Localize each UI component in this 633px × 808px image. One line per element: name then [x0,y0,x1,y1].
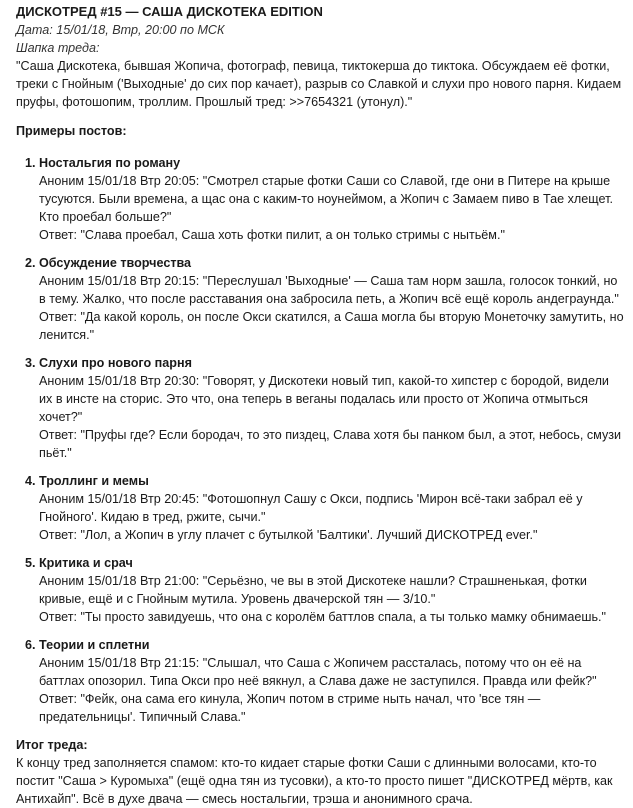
post-reply: Ответ: "Лол, а Жопич в углу плачет с бутылкой 'Балтики'. Лучший ДИСКОТРЕД ever." [39,528,538,542]
post-body: Аноним 15/01/18 Втр 20:30: "Говорят, у Дискотеки новый тип, какой-то хипстер с бородой, видели их в инсте на сторис. Это что, она теперь в веганы подалась или просто от Жопича отмыться хочет?" [39,374,609,424]
post-body: Аноним 15/01/18 Втр 21:00: "Серьёзно, че вы в этой Дискотеке нашли? Страшненькая, фотки кривые, ещё и с Гнойным мутила. Уровень двачерской тян — 3/10." [39,574,587,606]
posts-list [16,154,625,726]
post-title: Критика и срач [39,556,133,570]
post-reply: Ответ: "Фейк, она сама его кинула, Жопич потом в стриме ныть начал, что 'все тян — предательницы'. Типичный Слава." [39,692,541,724]
post-heading [16,472,625,490]
thread-cap-text: "Саша Дискотека, бывшая Жопича, фотограф, певица, тиктокерша до тиктока. Обсуждаем её фотки, треки с Гнойным ('Выходные' до сих пор качает), разрыв со Славкой и слухи про нового парня. Кидаем пруфы, фотошопим, троллим. Прошлый тред: >>7654321 (утонул)." [16,59,622,109]
post-number: 4. [25,474,36,488]
post-reply: Ответ: "Да какой король, он после Окси скатился, а Саша могла бы вторую Монеточку замутить, но ленится." [39,310,624,342]
post-title: Теории и сплетни [39,638,150,652]
post-body: Аноним 15/01/18 Втр 21:15: "Слышал, что Саша с Жопичем рассталась, потому что он её на баттлах опозорил. Типа Окси про неё вякнул, а Слава даже не заступился. Правда или фейк?" [39,656,597,688]
post-number: 2. [25,256,36,270]
thread-cap-label: Шапка треда: [16,41,100,55]
post-reply: Ответ: "Слава проебал, Саша хоть фотки пилит, а он только стримы с нытьём." [39,228,505,242]
post-heading [16,254,625,272]
post-item [16,636,625,726]
thread-date: Дата: 15/01/18, Втр, 20:00 по МСК [16,23,225,37]
post-heading [16,554,625,572]
post-heading [16,154,625,172]
post-title: Ностальгия по роману [39,156,181,170]
post-number: 5. [25,556,36,570]
post-reply: Ответ: "Ты просто завидуешь, что она с королём баттлов спала, а ты только мамку обнимаешь." [39,610,606,624]
examples-heading: Примеры постов: [16,124,127,138]
post-body: Аноним 15/01/18 Втр 20:05: "Смотрел старые фотки Саши со Славой, где они в Питере на крыше тусуются. Были времена, а щас она с каким-то ноунеймом, а Жопич с Замаем пиво в Тае хлещет. Кто проебал больше?" [39,174,613,224]
post-body: Аноним 15/01/18 Втр 20:45: "Фотошопнул Сашу с Окси, подпись 'Мирон всё-таки забрал её у Гнойного'. Кидаю в тред, ржите, сычи." [39,492,583,524]
post-title: Обсуждение творчества [39,256,192,270]
post-heading [16,354,625,372]
post-number: 6. [25,638,36,652]
post-body: Аноним 15/01/18 Втр 20:15: "Переслушал 'Выходные' — Саша там норм зашла, голосок тонкий, но в тему. Жалко, что после расставания она забросила петь, а Жопич всё ещё король андеграунда." [39,274,619,306]
post-item [16,154,625,244]
summary-heading: Итог треда: [16,738,88,752]
summary-text: К концу тред заполняется спамом: кто-то кидает старые фотки Саши с длинными волосами, кто-то постит "Саша > Куромыха" (ещё одна тян из тусовки), а кто-то просто пишет "ДИСКОТРЕД мёртв, как Антихайп". Всё в духе двача — смесь ностальгии, трэша и анонимного срача. [16,756,613,806]
post-number: 3. [25,356,36,370]
post-title: Слухи про нового парня [39,356,192,370]
post-item [16,554,625,626]
post-heading [16,636,625,654]
post-title: Троллинг и мемы [39,474,149,488]
post-item [16,354,625,462]
post-number: 1. [25,156,36,170]
thread-title: ДИСКОТРЕД #15 — САША ДИСКОТЕКА EDITION [16,4,323,19]
post-reply: Ответ: "Пруфы где? Если бородач, то это пиздец, Слава хотя бы панком был, а этот, небось, смузи пьёт." [39,428,622,460]
post-item [16,472,625,544]
post-item [16,254,625,344]
